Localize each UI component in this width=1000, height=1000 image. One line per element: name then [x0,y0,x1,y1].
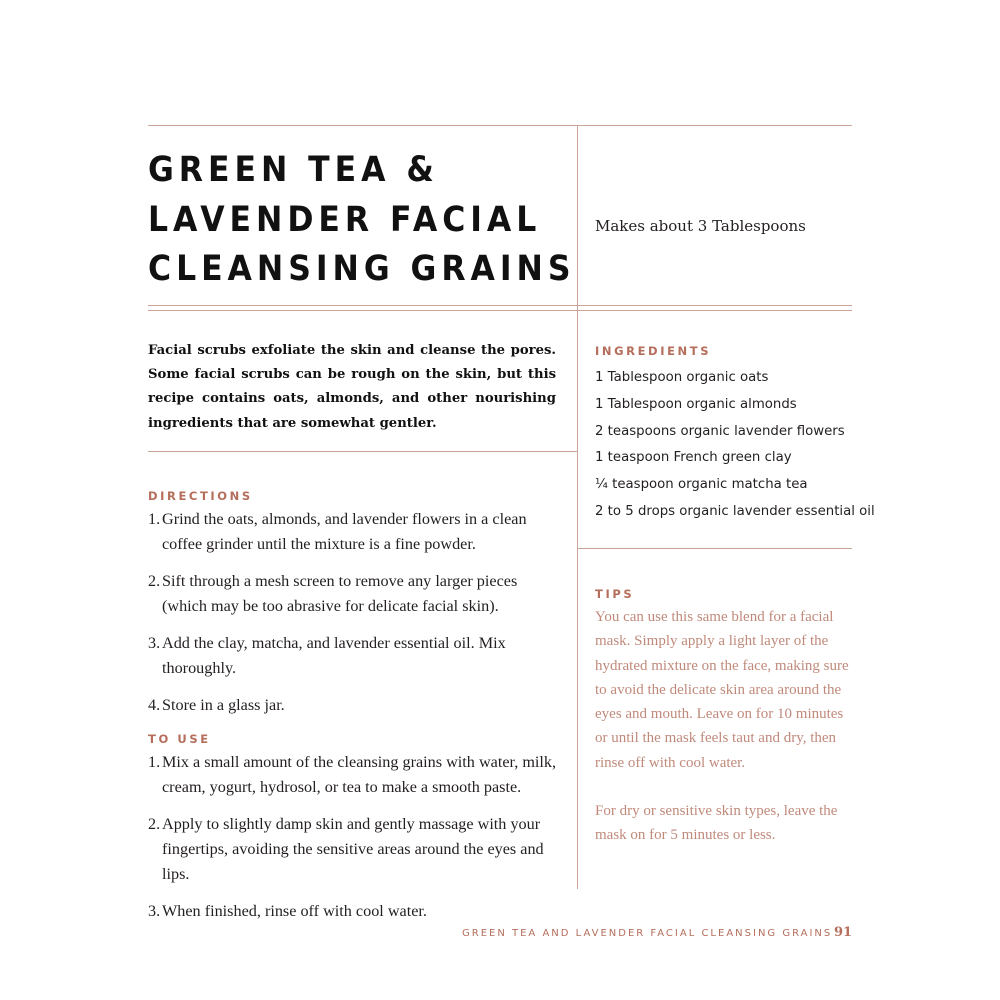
ingredient-item: 1 Tablespoon organic almonds [595,396,797,412]
title-double-rule-lower [148,310,852,311]
step-text: Grind the oats, almonds, and lavender flowers in a clean coffee grinder until the mixture is a fine powder. [162,510,527,553]
direction-step [148,631,563,681]
direction-step [148,507,563,557]
direction-step [148,569,563,619]
tips-heading: TIPS [595,587,635,601]
column-divider [577,125,578,889]
step-number: 3. [148,634,161,652]
to-use-heading: TO USE [148,732,211,746]
intro-paragraph: Facial scrubs exfoliate the skin and cleanse the pores. Some facial scrubs can be rough on the skin, but this recipe contains oats, almonds, and other nourishing ingredients that are somewhat gentler. [148,343,556,431]
step-number: 2. [148,815,161,833]
step-number: 1. [148,753,161,771]
to-use-step [148,750,563,800]
ingredient-item: 2 to 5 drops organic lavender essential oil [595,503,875,519]
recipe-title [148,146,576,295]
ingredient-item: ¼ teaspoon organic matcha tea [595,477,808,493]
step-text: Store in a glass jar. [162,696,285,714]
directions-list [148,507,563,730]
step-text: When finished, rinse off with cool water. [162,902,427,920]
title-double-rule-upper [148,305,852,306]
step-text: Sift through a mesh screen to remove any larger pieces (which may be too abrasive for delicate facial skin). [162,572,518,615]
ingredient-item: 2 teaspoons organic lavender flowers [595,423,845,439]
page-number: 91 [834,925,853,940]
ingredient-item: 1 Tablespoon organic oats [595,370,769,385]
title-line: GREEN TEA & [148,150,439,190]
directions-heading: DIRECTIONS [148,489,253,503]
step-number: 2. [148,572,161,590]
direction-step [148,693,563,718]
step-text: Add the clay, matcha, and lavender essential oil. Mix thoroughly. [162,634,506,677]
ingredients-list [595,365,875,526]
top-rule [148,125,852,126]
to-use-step [148,812,563,887]
step-text: Apply to slightly damp skin and gently massage with your fingertips, avoiding the sensitive areas around the eyes and lips. [162,815,544,883]
intro-bottom-rule [148,451,577,452]
title-line: LAVENDER FACIAL [148,199,542,240]
running-footer-title: GREEN TEA AND LAVENDER FACIAL CLEANSING GRAINS [462,928,833,939]
to-use-list [148,750,563,936]
step-text: Mix a small amount of the cleansing grains with water, milk, cream, yogurt, hydrosol, or tea to make a smooth paste. [162,753,557,796]
step-number: 3. [148,902,161,920]
ingredient-item: 1 teaspoon French green clay [595,450,792,466]
ingredients-bottom-rule [577,548,852,549]
ingredients-heading: INGREDIENTS [595,344,712,358]
tip-paragraph: For dry or sensitive skin types, leave the mask on for 5 minutes or less. [595,803,838,844]
title-line: CLEANSING GRAINS [148,249,576,289]
to-use-step [148,899,563,924]
step-number: 1. [148,510,161,528]
recipe-yield: Makes about 3 Tablespoons [595,217,806,235]
tip-paragraph: You can use this same blend for a facial mask. Simply apply a light layer of the hydrated mixture on the face, making sure to avoid the delicate skin area around the eyes and mouth. Leave on for 10 minutes or until the mask feels taut and dry, then rinse off with cool water. [595,609,849,771]
step-number: 4. [148,696,161,714]
